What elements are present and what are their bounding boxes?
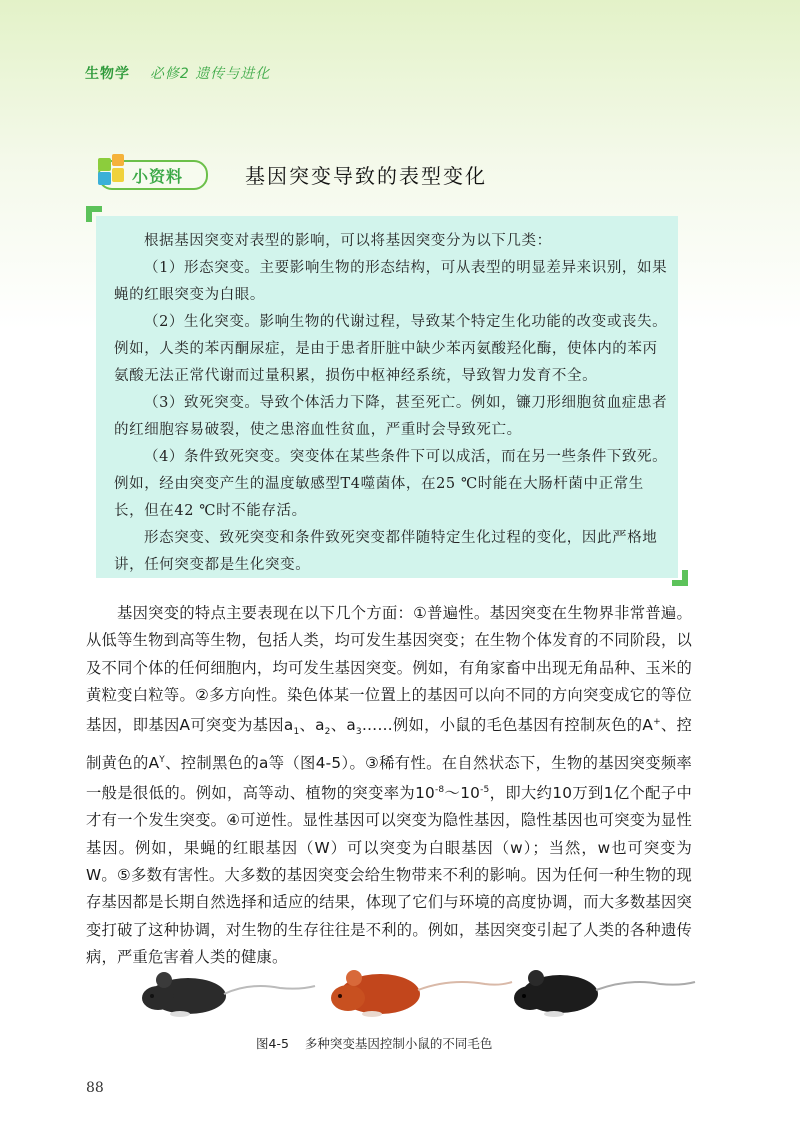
- info-paragraph: 根据基因突变对表型的影响，可以将基因突变分为以下几类：: [144, 233, 552, 249]
- mouse-black: [514, 970, 695, 1017]
- info-paragraph: （2）生化突变。影响生物的代谢过程，导致某个特定生化功能的改变或丧失。例如，人类的苯丙酮尿症，是由于患者肝脏中缺少苯丙氨酸羟化酶，使体内的苯丙氨酸无法正常代谢而过量积累，损伤中枢神经系统，导致智力发育不全。: [114, 314, 668, 384]
- page-number: 88: [86, 1080, 104, 1096]
- mouse-gray: [142, 972, 315, 1017]
- info-paragraph: （3）致死突变。导致个体活力下降，甚至死亡。例如，镰刀形细胞贫血症患者的红细胞容易破裂，使之患溶血性贫血，严重时会导致死亡。: [114, 395, 668, 438]
- box-title: 基因突变导致的表型变化: [245, 164, 487, 188]
- mouse-yellow: [331, 970, 512, 1017]
- figure-caption-text: 多种突变基因控制小鼠的不同毛色: [304, 1036, 493, 1051]
- badge-label: 小资料: [132, 167, 184, 186]
- main-text: [86, 600, 692, 971]
- header-volume: 必修2 遗传与进化: [149, 66, 271, 82]
- body-paragraph: 基因突变的特点主要表现在以下几个方面：①普遍性。基因突变在生物界非常普遍。从低等生物到高等生物，包括人类，均可发生基因突变；在生物个体发育的不同阶段，以及不同个体的任何细胞内，均可发生基因突变。例如，有角家畜中出现无角品种、玉米的黄粒变白粒等。②多方向性。染色体某一位置上的基因可以向不同的方向突变成它的等位基因，即基因A可突变为基因$a_1$、$a_2$、$a_3\dots\dots$例如，小鼠的毛色基因有控制灰色的A+、控制黄色的$A^Y$、控制黑色的a等（图4-5）。③稀有性。在自然状态下，生物的基因突变频率一般是很低的。例如，高等动、植物的突变率为$10^{-8}\sim 10^{-5}$，即大约10万到1亿个配子中才有一个发生突变。④可逆性。显性基因可以突变为隐性基因，隐性基因也可突变为显性基因。例如，果蝇的红眼基因（W）可以突变为白眼基因（w）；当然，w也可突变为W。⑤多数有害性。大多数的基因突变会给生物带来不利的影响。因为任何一种生物的现存基因都是长期自然选择和适应的结果，体现了它们与环境的高度协调，而大多数基因突变打破了这种协调，对生物的生存往往是不利的。例如，基因突变引起了人类的各种遗传病，严重危害着人类的健康。: [86, 604, 693, 966]
- figure-number: 图4-5: [256, 1036, 289, 1051]
- header-subject: 生物学: [85, 66, 130, 82]
- info-paragraph: （4）条件致死突变。突变体在某些条件下可以成活，而在另一些条件下致死。例如，经由突变产生的温度敏感型T4噬菌体，在25 ℃时能在大肠杆菌中正常生长，但在42 ℃时不能存活。: [114, 449, 668, 519]
- puzzle-icon: [92, 152, 132, 192]
- figure-caption: [256, 1034, 492, 1052]
- mice-figure: [140, 960, 700, 1020]
- info-badge: [92, 152, 208, 192]
- running-header: [85, 63, 270, 83]
- info-paragraph: （1）形态突变。主要影响生物的形态结构，可从表型的明显差异来识别，如果蝇的红眼突变为白眼。: [114, 260, 668, 303]
- info-paragraph: 形态突变、致死突变和条件致死突变都伴随特定生化过程的变化，因此严格地讲，任何突变都是生化突变。: [114, 530, 658, 573]
- corner-mark-bottom-right: [672, 570, 688, 586]
- info-box: [96, 216, 678, 578]
